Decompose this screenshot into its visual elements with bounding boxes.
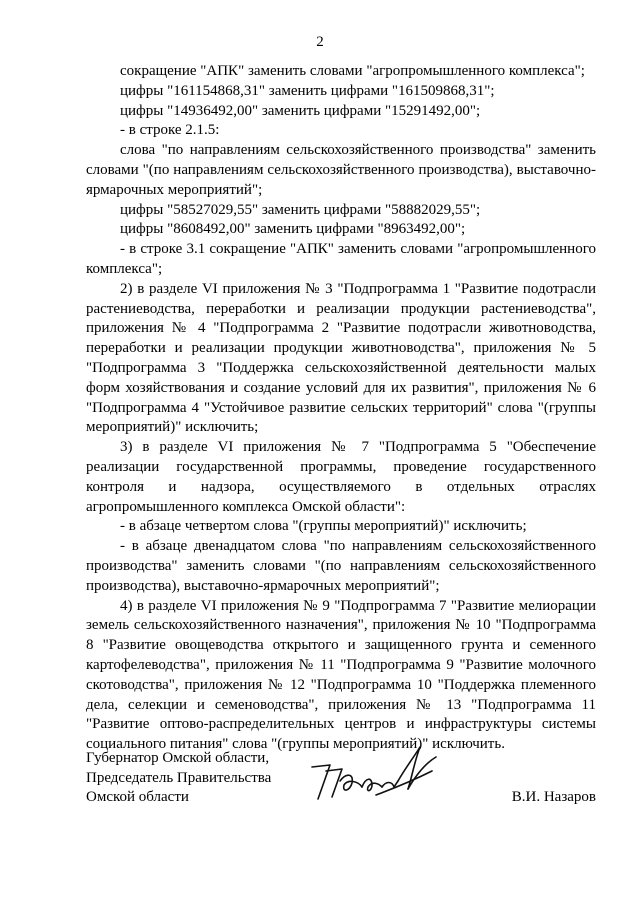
signer-title-line: Омской области <box>86 789 189 805</box>
paragraph: сокращение "АПК" заменить словами "агропромышленного комплекса"; <box>120 63 585 79</box>
paragraph: цифры "58527029,55" заменить цифрами "58882029,55"; <box>120 201 481 218</box>
paragraph: слова "по направлениям сельскохозяйственного производства" заменить словами "(по направлениям сельскохозяйственного производства), выставочно-ярмарочных мероприятий"; <box>86 142 596 198</box>
signer-title-line: Председатель Правительства <box>86 769 272 786</box>
signature-block <box>86 749 596 819</box>
paragraph: - в абзаце двенадцатом слова "по направлениям сельскохозяйственного производства" заменить словами "(по направлениям сельскохозяйственного производства), выставочно-ярмарочных мероприятий"; <box>86 538 596 594</box>
paragraph: - в абзаце четвертом слова "(группы мероприятий)" исключить; <box>120 518 527 535</box>
paragraph: цифры "14936492,00" заменить цифрами "15291492,00"; <box>120 102 481 119</box>
paragraph: цифры "161154868,31" заменить цифрами "161509868,31"; <box>120 82 495 99</box>
handwritten-signature <box>302 737 442 809</box>
paragraph: - в строке 2.1.5: <box>120 122 220 139</box>
signer-title <box>86 749 271 808</box>
signer-title-line: Губернатор Омской области, <box>86 750 270 766</box>
paragraph: 3) в разделе VI приложения № 7 "Подпрограмма 5 "Обеспечение реализации государственной программы, проведение государственного контроля и надзора, осуществляемого в отдельных отраслях агропромышленного комплекса Омской области": <box>86 439 596 515</box>
paragraph: 4) в разделе VI приложения № 9 "Подпрограмма 7 "Развитие мелиорации земель сельскохозяйственного назначения", приложения № 10 "Подпрограмма 8 "Развитие овощеводства открытого и защищенного грунта и семенного картофелеводства", приложения № 11 "Подпрограмма 9 "Развитие молочного скотоводства", приложения № 12 "Подпрограмма 10 "Поддержка племенного дела, селекции и семеноводства", приложения № 13 "Подпрограмма 11 "Развитие оптово-распределительных центров и инфраструктуры системы социального питания" слова "(группы мероприятий)" исключить. <box>86 597 596 753</box>
paragraph: - в строке 3.1 сокращение "АПК" заменить словами "агропромышленного комплекса"; <box>86 241 596 277</box>
document-body <box>86 62 596 755</box>
page-number: 2 <box>316 34 324 50</box>
paragraph: цифры "8608492,00" заменить цифрами "8963492,00"; <box>120 221 466 238</box>
paragraph: 2) в разделе VI приложения № 3 "Подпрограмма 1 "Развитие подотрасли растениеводства, переработки и реализации продукции растениеводства", приложения № 4 "Подпрограмма 2 "Развитие подотрасли животноводства, переработки и реализации продукции животноводства", приложения № 5 "Подпрограмма 3 "Поддержка сельскохозяйственной деятельности малых форм хозяйствования и создание условий для их развития", приложения № 6 "Подпрограмма 4 "Устойчивое развитие сельских территорий" слова "(группы мероприятий)" исключить; <box>86 280 596 436</box>
signer-name: В.И. Назаров <box>511 789 596 805</box>
